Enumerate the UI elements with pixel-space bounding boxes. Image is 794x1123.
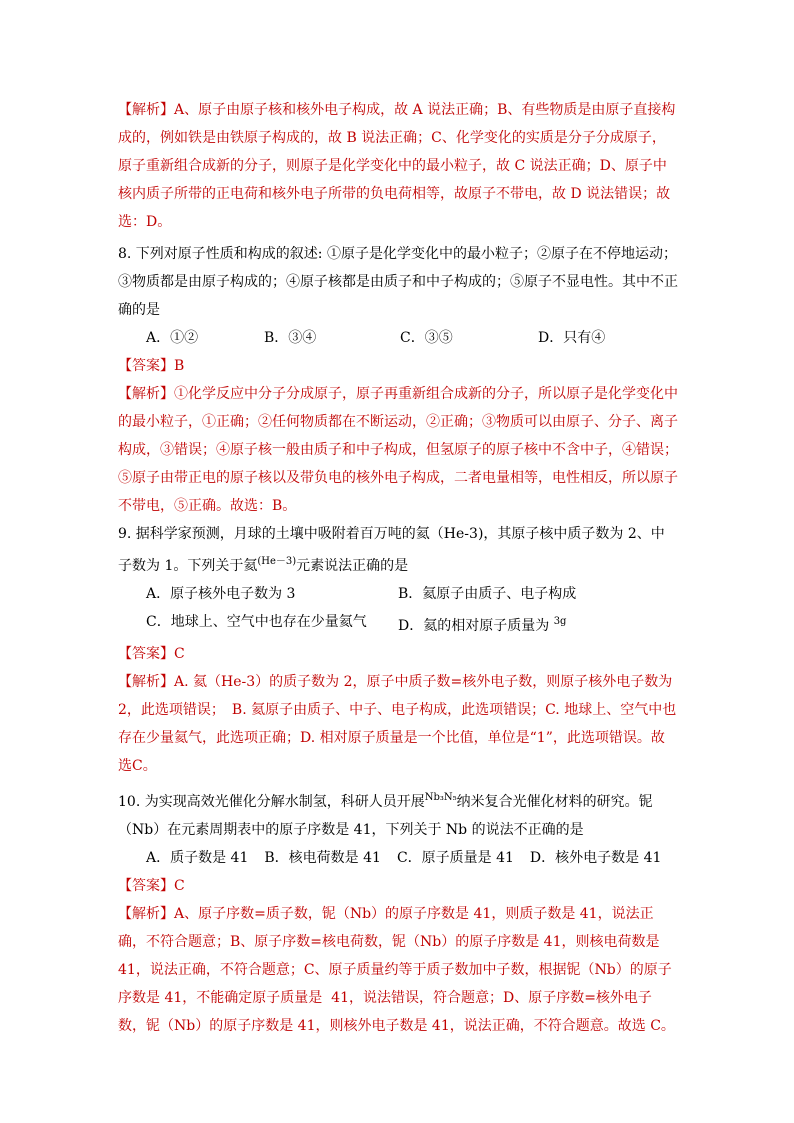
q9-option-d-text: D．氦的相对原子质量为: [398, 618, 550, 634]
q10-option-c: C．原子质量是 41: [396, 850, 514, 866]
q9-option-c: C．地球上、空气中也存在少量氦气: [146, 614, 367, 630]
q8-option-d: D．只有④: [538, 330, 606, 346]
q9-formula: (He－3): [257, 556, 297, 567]
q8-analysis: 【解析】①化学反应中分子分成原子，原子再重新组合成新的分子，所以原子是化学变化中的最小粒子，①正确；②任何物质都在不断运动，②正确；③物质可以由原子、分子、离子构成，③错误；④原子核一般由质子和中子构成，但氢原子的原子核中不含中子，④错误；⑤原子由带正电的原子核以及带负电的核外电子构成，二者电量相等，电性相反，所以原子不带电，⑤正确。故选：B。: [118, 386, 678, 514]
q10-stem-part-a: 10. 为实现高效光催化分解水制氢，科研人员开展: [118, 794, 425, 810]
q10-answer: 【答案】C: [118, 878, 185, 894]
q8-option-a: A．①②: [146, 330, 199, 346]
q9-stem: [118, 520, 678, 580]
q9-answer: 【答案】C: [118, 646, 185, 662]
q10-option-d: D．核外电子数是 41: [529, 850, 662, 866]
q9-stem-part-b: 元素说法正确的是: [296, 558, 409, 574]
q10-option-a: A．质子数是 41: [146, 850, 249, 866]
q10-option-b: B．核电荷数是 41: [264, 850, 381, 866]
q7-analysis: 【解析】A、原子由原子核和核外电子构成，故 A 说法正确；B、有些物质是由原子直接构成的，例如铁是由铁原子构成的，故 B 说法正确；C、化学变化的实质是分子分成原子，原子重新组合成新的分子，则原子是化学变化中的最小粒子，故 C 说法正确；D、原子中核内质子所带的正电荷和核外电子所带的负电荷相等，故原子不带电，故 D 说法错误；故选：D。: [118, 102, 676, 230]
q8-stem: 8. 下列对原子性质和构成的叙述: ①原子是化学变化中的最小粒子；②原子在不停地运动；③物质都是由原子构成的；④原子核都是由质子和中子构成的；⑤原子不显电性。其中不正确的是: [118, 246, 678, 318]
document-page: [118, 96, 678, 1040]
q9-option-a: A．原子核外电子数为 3: [146, 586, 296, 602]
q8-option-c: C．③⑤: [400, 330, 453, 346]
q8-answer: 【答案】B: [118, 358, 185, 374]
q8-options: [118, 324, 678, 352]
q9-options-row1: [118, 580, 678, 608]
q9-stem-part-a: 9. 据科学家预测，月球的土壤中吸附着百万吨的氦（He-3)，其原子核中质子数为 2、中子数为 1。下列关于氦: [118, 526, 665, 574]
q8-option-b: B．③④: [264, 330, 317, 346]
q10-stem-part-b: 纳米复合光催化材料的研究。铌（Nb）在元素周期表中的原子序数是 41，下列关于 Nb 的说法不正确的是: [118, 794, 653, 838]
q9-option-d: [398, 608, 566, 640]
q10-formula: Nb₃N₅: [424, 792, 457, 803]
q9-options-row2: [118, 608, 678, 640]
q10-analysis: 【解析】A、原子序数=质子数，铌（Nb）的原子序数是 41，则质子数是 41，说法正确，不符合题意；B、原子序数=核电荷数，铌（Nb）的原子序数是 41，则核电荷数是 41，说法正确，不符合题意；C、原子质量约等于质子数加中子数，根据铌（Nb）的原子序数是 41，不能确定原子质量是 41，说法错误，符合题意；D、原子序数=核外电子数，铌（Nb）的原子序数是 41，则核外电子数是 41，说法正确，不符合题意。故选 C。: [118, 906, 675, 1034]
q9-option-b: B．氦原子由质子、电子构成: [398, 586, 577, 602]
q9-option-d-unit: 3g: [553, 616, 567, 627]
q9-analysis: 【解析】A. 氦（He-3）的质子数为 2，原子中质子数=核外电子数，则原子核外电子数为 2，此选项错误； B. 氦原子由质子、中子、电子构成，此选项错误；C. 地球上、空气中也存在少量氦气，此选项正确；D. 相对原子质量是一个比值，单位是“1”，此选项错误。故选C。: [118, 674, 677, 774]
q10-stem: [118, 784, 678, 844]
q10-options: [118, 844, 678, 872]
